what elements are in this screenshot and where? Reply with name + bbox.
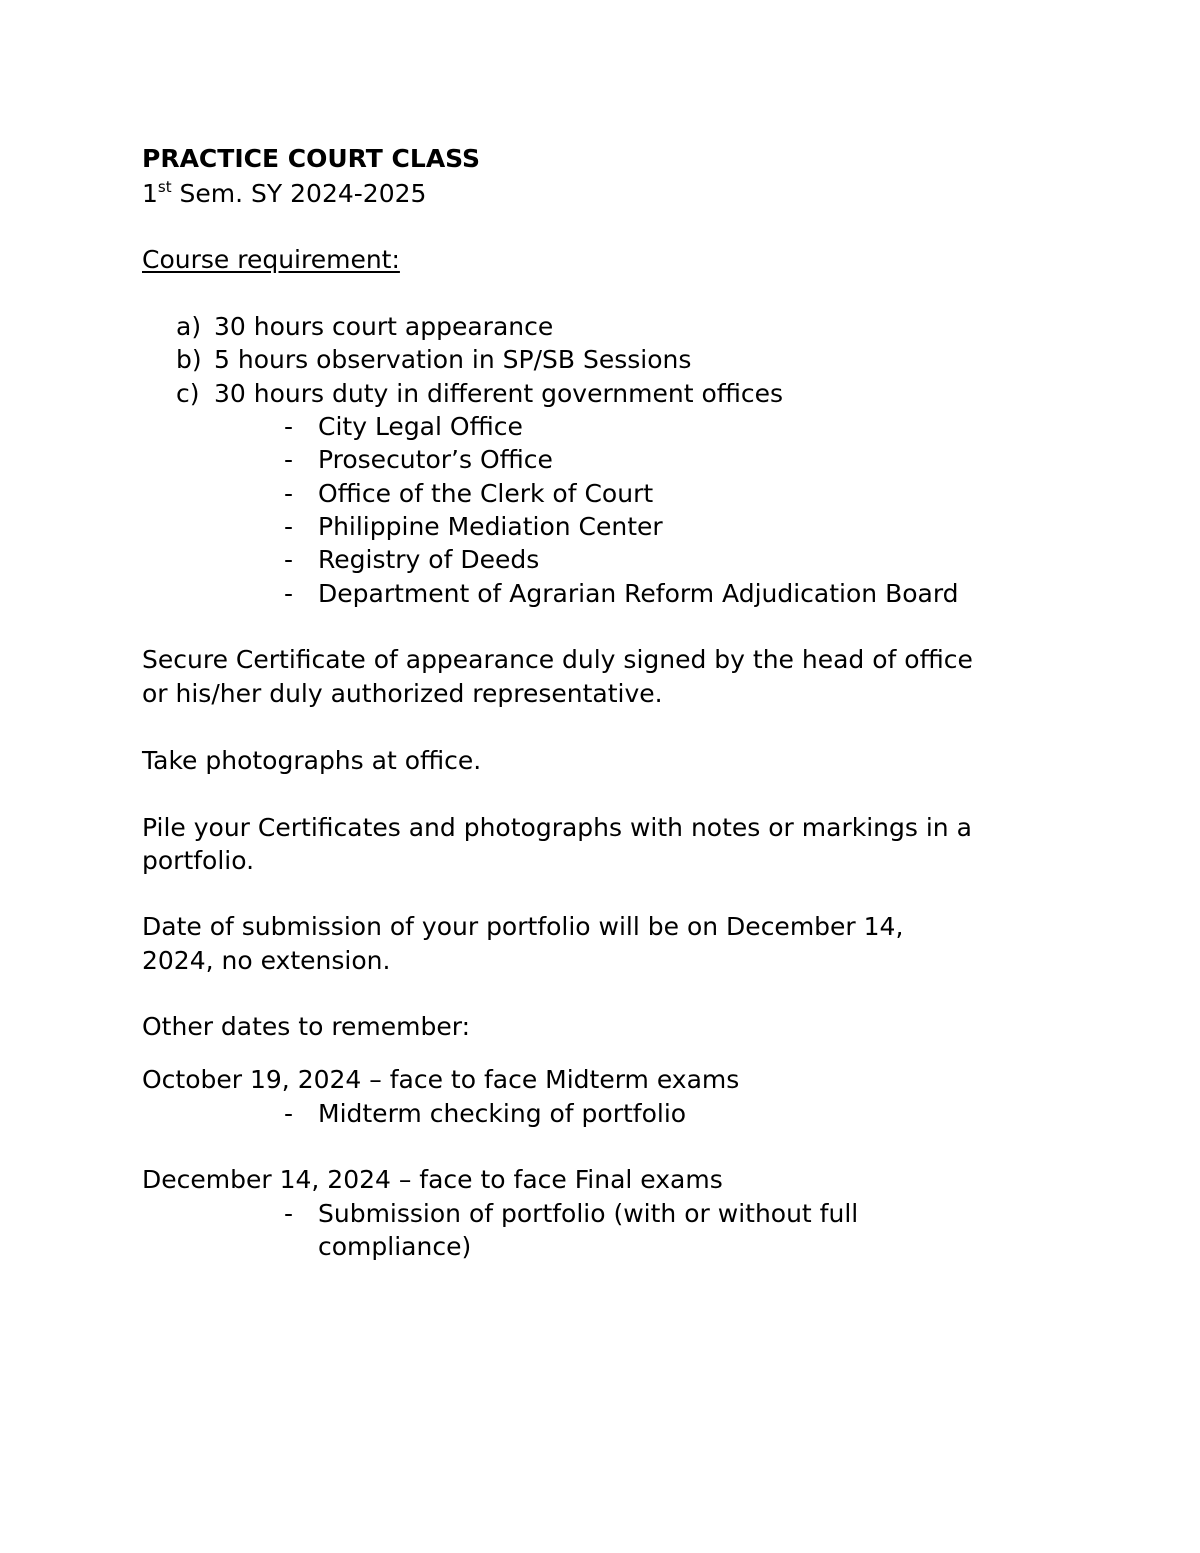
document-title: PRACTICE COURT CLASS — [142, 144, 481, 173]
semester-number: 1 — [142, 179, 158, 208]
pile-paragraph-line: Pile your Certificates and photographs with notes or markings in a — [142, 813, 972, 842]
date-item-midterm: Midterm checking of portfolio — [318, 1099, 687, 1128]
requirement-marker-b: b) — [176, 345, 202, 374]
list-bullet-dash: - — [284, 1199, 294, 1228]
requirement-marker-c: c) — [176, 379, 200, 408]
requirement-text-c: 30 hours duty in different government offices — [214, 379, 784, 408]
photographs-paragraph: Take photographs at office. — [142, 746, 482, 775]
requirement-marker-a: a) — [176, 312, 202, 341]
certificate-paragraph-line: or his/her duly authorized representative. — [142, 679, 663, 708]
pile-paragraph-line: portfolio. — [142, 846, 255, 875]
list-bullet-dash: - — [284, 1099, 294, 1128]
requirement-text-a: 30 hours court appearance — [214, 312, 554, 341]
requirement-text-b: 5 hours observation in SP/SB Sessions — [214, 345, 692, 374]
office-item: Department of Agrarian Reform Adjudication Board — [318, 579, 959, 608]
office-item: Prosecutor’s Office — [318, 445, 553, 474]
semester-rest: Sem. SY 2024-2025 — [171, 179, 427, 208]
date-item-final-line: Submission of portfolio (with or without full — [318, 1199, 859, 1228]
office-item: City Legal Office — [318, 412, 523, 441]
list-bullet-dash: - — [284, 512, 294, 541]
list-bullet-dash: - — [284, 412, 294, 441]
date-item-final-line: compliance) — [318, 1232, 472, 1261]
certificate-paragraph-line: Secure Certificate of appearance duly signed by the head of office — [142, 645, 973, 674]
office-item: Philippine Mediation Center — [318, 512, 663, 541]
list-bullet-dash: - — [284, 445, 294, 474]
date-heading-final: December 14, 2024 – face to face Final exams — [142, 1165, 723, 1194]
submission-paragraph-line: Date of submission of your portfolio will be on December 14, — [142, 912, 904, 941]
list-bullet-dash: - — [284, 579, 294, 608]
list-bullet-dash: - — [284, 479, 294, 508]
list-bullet-dash: - — [284, 545, 294, 574]
office-item: Registry of Deeds — [318, 545, 540, 574]
submission-paragraph-line: 2024, no extension. — [142, 946, 391, 975]
semester-superscript: st — [157, 178, 172, 196]
course-requirement-heading: Course requirement: — [142, 245, 400, 274]
date-heading-midterm: October 19, 2024 – face to face Midterm exams — [142, 1065, 740, 1094]
other-dates-heading: Other dates to remember: — [142, 1012, 471, 1041]
office-item: Office of the Clerk of Court — [318, 479, 654, 508]
semester-line — [142, 177, 426, 210]
